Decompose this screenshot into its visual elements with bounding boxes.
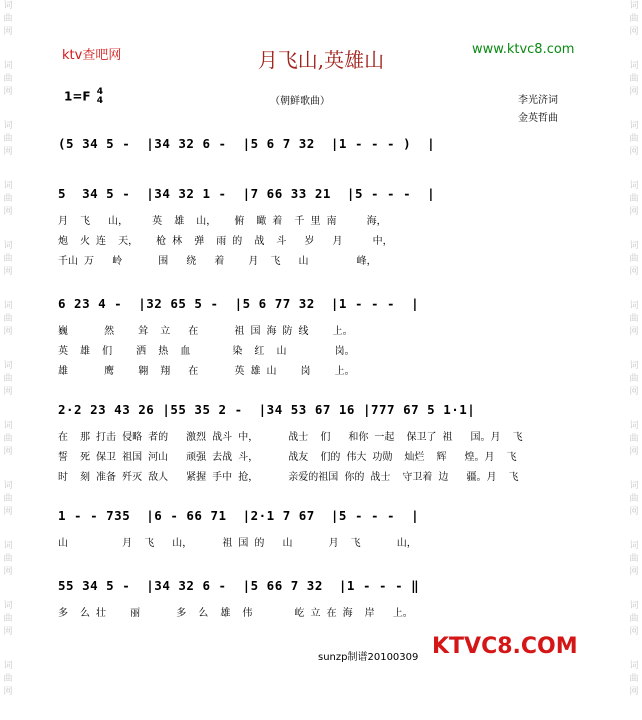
watermark-glyphs: 词 曲 网 bbox=[629, 181, 639, 217]
watermark-glyphs: 词 曲 网 bbox=[3, 121, 13, 157]
watermark-glyphs: 词 曲 网 bbox=[3, 61, 13, 97]
watermark-glyphs: 词 曲 网 bbox=[629, 121, 639, 157]
watermark-glyphs: 词 曲 网 bbox=[629, 421, 639, 457]
watermark-glyphs: 词 曲 网 bbox=[629, 661, 639, 697]
watermark-glyphs: 词 曲 网 bbox=[3, 361, 13, 397]
lyric-line: 雄 鹰 翱 翔 在 英 雄 山 岗 上。 bbox=[58, 366, 355, 377]
watermark-glyphs: 词 曲 网 bbox=[629, 241, 639, 277]
watermark-glyphs: 词 曲 网 bbox=[3, 601, 13, 637]
side-watermark-right bbox=[627, 0, 641, 720]
watermark-glyphs: 词 曲 网 bbox=[629, 541, 639, 577]
lyric-line: 誓 死 保卫 祖国 河山 顽强 去战 斗， 战友 们的 伟大 功勋 灿烂 辉 煌。月 飞 bbox=[58, 452, 517, 463]
lyric-line: 巍 然 耸 立 在 祖 国 海 防 线 上。 bbox=[58, 326, 353, 337]
site-name-left[interactable]: ktv查吧网 bbox=[62, 48, 122, 63]
notation-row: 1 - - 735 |6 - 66 71 |2·1 7 67 |5 - - - | bbox=[58, 508, 420, 523]
credits bbox=[518, 92, 558, 128]
lyric-line: 多 么 壮 丽 多 么 雄 伟 屹 立 在 海 岸 上。 bbox=[58, 608, 413, 619]
lyric-line: 英 雄 们 洒 热 血 染 红 山 岗。 bbox=[58, 346, 355, 357]
lyricist: 李光济词 bbox=[518, 95, 558, 106]
time-top: 4 bbox=[96, 87, 104, 97]
lyric-line: 千山 万 岭 围 绕 着 月 飞 山 峰， bbox=[58, 256, 377, 267]
key-label: 1=F bbox=[64, 89, 91, 104]
watermark-glyphs: 词 曲 网 bbox=[629, 1, 639, 37]
song-title: 月飞山,英雄山 bbox=[257, 48, 385, 72]
watermark-glyphs: 词 曲 网 bbox=[3, 1, 13, 37]
transcriber-credit: sunzp制谱20100309 bbox=[318, 652, 419, 663]
song-subtitle: （朝鲜歌曲） bbox=[270, 96, 330, 107]
site-url-right[interactable]: www.ktvc8.com bbox=[472, 42, 575, 57]
lyric-line: 时 刻 准备 歼灭 敌人 紧握 手中 抢， 亲爱的祖国 你的 战士 守卫着 边 疆。月 飞 bbox=[58, 472, 519, 483]
watermark-glyphs: 词 曲 网 bbox=[3, 301, 13, 337]
lyric-line: 山 月 飞 山， 祖 国 的 山 月 飞 山， bbox=[58, 538, 417, 549]
watermark-glyphs: 词 曲 网 bbox=[3, 661, 13, 697]
composer: 金英哲曲 bbox=[518, 113, 558, 124]
lyric-line: 炮 火 连 天， 枪 林 弹 雨 的 战 斗 岁 月 中， bbox=[58, 236, 393, 247]
watermark-glyphs: 词 曲 网 bbox=[3, 421, 13, 457]
watermark-glyphs: 词 曲 网 bbox=[629, 601, 639, 637]
watermark-glyphs: 词 曲 网 bbox=[3, 181, 13, 217]
watermark-glyphs: 词 曲 网 bbox=[3, 541, 13, 577]
notation-row: 2·2 23 43 26 |55 35 2 - |34 53 67 16 |777 67 5 1·1| bbox=[58, 402, 476, 417]
notation-row: 5 34 5 - |34 32 1 - |7 66 33 21 |5 - - - | bbox=[58, 186, 436, 201]
notation-row: (5 34 5 - |34 32 6 - |5 6 7 32 |1 - - - ) | bbox=[58, 136, 436, 151]
time-bottom: 4 bbox=[96, 96, 104, 106]
watermark-glyphs: 词 曲 网 bbox=[3, 481, 13, 517]
watermark-glyphs: 词 曲 网 bbox=[3, 241, 13, 277]
watermark-glyphs: 词 曲 网 bbox=[629, 61, 639, 97]
lyric-line: 在 那 打击 侵略 者的 激烈 战斗 中， 战士 们 和你 一起 保卫了 祖 国。月 飞 bbox=[58, 432, 523, 443]
notation-row: 6 23 4 - |32 65 5 - |5 6 77 32 |1 - - - | bbox=[58, 296, 420, 311]
watermark-glyphs: 词 曲 网 bbox=[629, 361, 639, 397]
logo-text: KTVC8.COM bbox=[432, 634, 578, 659]
watermark-glyphs: 词 曲 网 bbox=[629, 301, 639, 337]
watermark-glyphs: 词 曲 网 bbox=[629, 481, 639, 517]
lyric-line: 月 飞 山， 英 雄 山， 俯 瞰 着 千 里 南 海， bbox=[58, 216, 387, 227]
side-watermark-left bbox=[1, 0, 15, 720]
ktvc8-logo[interactable] bbox=[432, 634, 578, 659]
notation-row: 55 34 5 - |34 32 6 - |5 66 7 32 |1 - - - ‖ bbox=[58, 578, 420, 593]
